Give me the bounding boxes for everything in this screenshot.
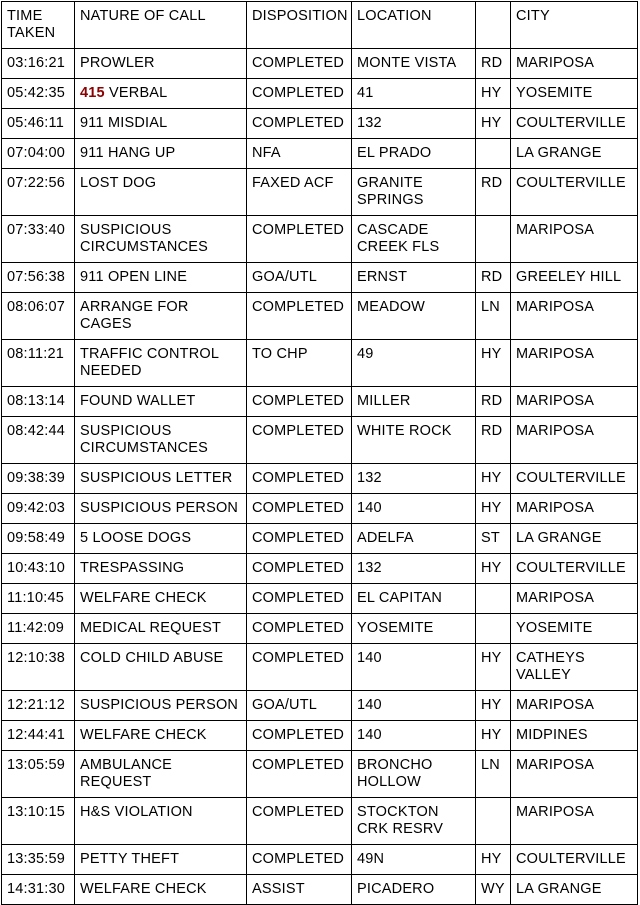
cell-time: 08:11:21: [2, 340, 75, 387]
cell-disposition: COMPLETED: [247, 798, 352, 845]
cell-disposition: TO CHP: [247, 340, 352, 387]
cell-nature: [75, 417, 247, 464]
cell-disposition: COMPLETED: [247, 49, 352, 79]
cell-suffix: HY: [476, 691, 511, 721]
cell-suffix: HY: [476, 845, 511, 875]
nature-text: SUSPICIOUS PERSON: [80, 697, 239, 713]
cell-disposition: NFA: [247, 139, 352, 169]
cell-disposition: COMPLETED: [247, 293, 352, 340]
cell-time: 09:58:49: [2, 524, 75, 554]
cell-nature: [75, 614, 247, 644]
cell-location: 49N: [352, 845, 476, 875]
cell-disposition: COMPLETED: [247, 584, 352, 614]
cell-disposition: COMPLETED: [247, 79, 352, 109]
cell-suffix: HY: [476, 340, 511, 387]
cell-location: 140: [352, 691, 476, 721]
cell-city: MARIPOSA: [511, 293, 638, 340]
nature-text: SUSPICIOUS CIRCUMSTANCES: [80, 222, 209, 255]
nature-text: AMBULANCE REQUEST: [80, 757, 173, 790]
nature-text: VERBAL: [104, 85, 168, 101]
nature-text: 911 HANG UP: [80, 145, 176, 161]
cell-location: 140: [352, 721, 476, 751]
cell-time: 08:42:44: [2, 417, 75, 464]
nature-text: WELFARE CHECK: [80, 881, 207, 897]
nature-text: 5 LOOSE DOGS: [80, 530, 192, 546]
nature-text: SUSPICIOUS CIRCUMSTANCES: [80, 423, 209, 456]
header-city: CITY: [511, 2, 638, 49]
cell-suffix: HY: [476, 494, 511, 524]
cell-location: MEADOW: [352, 293, 476, 340]
cell-location: YOSEMITE: [352, 614, 476, 644]
table-row: [2, 263, 638, 293]
cell-disposition: COMPLETED: [247, 464, 352, 494]
table-row: [2, 845, 638, 875]
cell-location: WHITE ROCK: [352, 417, 476, 464]
cell-city: COULTERVILLE: [511, 169, 638, 216]
cell-location: 132: [352, 109, 476, 139]
cell-suffix: [476, 139, 511, 169]
cell-location: MONTE VISTA: [352, 49, 476, 79]
cell-nature: [75, 293, 247, 340]
cell-disposition: COMPLETED: [247, 554, 352, 584]
cell-suffix: HY: [476, 721, 511, 751]
header-nature: NATURE OF CALL: [75, 2, 247, 49]
cell-time: 09:38:39: [2, 464, 75, 494]
cell-location: STOCKTON CRK RESRV: [352, 798, 476, 845]
nature-text: ARRANGE FOR CAGES: [80, 299, 189, 332]
cell-city: COULTERVILLE: [511, 109, 638, 139]
header-row: [2, 2, 638, 49]
cell-nature: [75, 524, 247, 554]
cell-location: 132: [352, 464, 476, 494]
header-time-line1: TIME: [7, 8, 43, 24]
nature-text: MEDICAL REQUEST: [80, 620, 222, 636]
cell-suffix: HY: [476, 644, 511, 691]
cell-time: 12:10:38: [2, 644, 75, 691]
nature-text: TRAFFIC CONTROL NEEDED: [80, 346, 219, 379]
cell-time: 11:10:45: [2, 584, 75, 614]
cell-suffix: RD: [476, 387, 511, 417]
table-row: [2, 494, 638, 524]
table-row: [2, 464, 638, 494]
nature-text: WELFARE CHECK: [80, 590, 207, 606]
cell-time: 13:10:15: [2, 798, 75, 845]
nature-text: TRESPASSING: [80, 560, 185, 576]
nature-text: PROWLER: [80, 55, 155, 71]
call-log-table: [1, 1, 638, 905]
cell-nature: [75, 109, 247, 139]
table-row: [2, 584, 638, 614]
table-row: [2, 139, 638, 169]
table-row: [2, 875, 638, 905]
cell-time: 12:44:41: [2, 721, 75, 751]
cell-city: MARIPOSA: [511, 751, 638, 798]
table-row: [2, 751, 638, 798]
table-row: [2, 554, 638, 584]
table-row: [2, 614, 638, 644]
cell-city: MARIPOSA: [511, 49, 638, 79]
cell-disposition: COMPLETED: [247, 644, 352, 691]
cell-city: MARIPOSA: [511, 798, 638, 845]
cell-location: 49: [352, 340, 476, 387]
cell-location: 140: [352, 644, 476, 691]
table-row: [2, 644, 638, 691]
table-row: [2, 721, 638, 751]
cell-disposition: COMPLETED: [247, 614, 352, 644]
cell-nature: [75, 79, 247, 109]
cell-time: 07:56:38: [2, 263, 75, 293]
cell-disposition: COMPLETED: [247, 494, 352, 524]
cell-nature: [75, 340, 247, 387]
cell-suffix: HY: [476, 109, 511, 139]
cell-disposition: GOA/UTL: [247, 263, 352, 293]
cell-nature: [75, 494, 247, 524]
nature-text: H&S VIOLATION: [80, 804, 193, 820]
cell-nature: [75, 554, 247, 584]
header-suffix: [476, 2, 511, 49]
cell-suffix: RD: [476, 49, 511, 79]
nature-text: PETTY THEFT: [80, 851, 180, 867]
nature-text: COLD CHILD ABUSE: [80, 650, 224, 666]
cell-city: MARIPOSA: [511, 691, 638, 721]
nature-text: WELFARE CHECK: [80, 727, 207, 743]
cell-city: MARIPOSA: [511, 584, 638, 614]
table-row: [2, 340, 638, 387]
cell-location: CASCADE CREEK FLS: [352, 216, 476, 263]
cell-nature: [75, 49, 247, 79]
cell-city: MARIPOSA: [511, 417, 638, 464]
cell-disposition: ASSIST: [247, 875, 352, 905]
cell-suffix: LN: [476, 751, 511, 798]
cell-suffix: WY: [476, 875, 511, 905]
cell-location: BRONCHO HOLLOW: [352, 751, 476, 798]
cell-nature: [75, 169, 247, 216]
table-row: [2, 109, 638, 139]
cell-time: 12:21:12: [2, 691, 75, 721]
nature-text: SUSPICIOUS LETTER: [80, 470, 233, 486]
header-time: [2, 2, 75, 49]
cell-suffix: HY: [476, 464, 511, 494]
cell-suffix: RD: [476, 169, 511, 216]
cell-city: YOSEMITE: [511, 614, 638, 644]
cell-nature: [75, 139, 247, 169]
cell-suffix: [476, 614, 511, 644]
cell-time: 07:04:00: [2, 139, 75, 169]
header-disposition: DISPOSITION: [247, 2, 352, 49]
cell-city: COULTERVILLE: [511, 554, 638, 584]
cell-time: 09:42:03: [2, 494, 75, 524]
cell-disposition: FAXED ACF: [247, 169, 352, 216]
cell-city: MARIPOSA: [511, 340, 638, 387]
cell-city: MARIPOSA: [511, 494, 638, 524]
cell-city: LA GRANGE: [511, 875, 638, 905]
table-row: [2, 293, 638, 340]
cell-time: 07:22:56: [2, 169, 75, 216]
cell-location: GRANITE SPRINGS: [352, 169, 476, 216]
cell-time: 10:43:10: [2, 554, 75, 584]
cell-nature: [75, 584, 247, 614]
nature-text: 911 MISDIAL: [80, 115, 168, 131]
cell-suffix: HY: [476, 554, 511, 584]
header-location: LOCATION: [352, 2, 476, 49]
cell-suffix: [476, 798, 511, 845]
cell-time: 03:16:21: [2, 49, 75, 79]
cell-location: EL CAPITAN: [352, 584, 476, 614]
cell-city: MARIPOSA: [511, 216, 638, 263]
cell-suffix: HY: [476, 79, 511, 109]
cell-disposition: COMPLETED: [247, 216, 352, 263]
cell-location: 132: [352, 554, 476, 584]
nature-code: 415: [80, 85, 105, 101]
nature-text: SUSPICIOUS PERSON: [80, 500, 239, 516]
cell-suffix: RD: [476, 417, 511, 464]
cell-location: ERNST: [352, 263, 476, 293]
cell-nature: [75, 691, 247, 721]
cell-disposition: GOA/UTL: [247, 691, 352, 721]
cell-disposition: COMPLETED: [247, 417, 352, 464]
cell-nature: [75, 875, 247, 905]
cell-suffix: [476, 216, 511, 263]
cell-city: LA GRANGE: [511, 524, 638, 554]
cell-location: MILLER: [352, 387, 476, 417]
cell-time: 13:35:59: [2, 845, 75, 875]
cell-suffix: LN: [476, 293, 511, 340]
cell-nature: [75, 644, 247, 691]
table-row: [2, 798, 638, 845]
cell-location: EL PRADO: [352, 139, 476, 169]
cell-city: MARIPOSA: [511, 387, 638, 417]
cell-disposition: COMPLETED: [247, 721, 352, 751]
cell-time: 14:31:30: [2, 875, 75, 905]
cell-nature: [75, 721, 247, 751]
cell-nature: [75, 263, 247, 293]
cell-time: 08:06:07: [2, 293, 75, 340]
table-row: [2, 79, 638, 109]
cell-nature: [75, 464, 247, 494]
cell-city: CATHEYS VALLEY: [511, 644, 638, 691]
cell-suffix: ST: [476, 524, 511, 554]
cell-suffix: RD: [476, 263, 511, 293]
cell-time: 05:46:11: [2, 109, 75, 139]
cell-city: YOSEMITE: [511, 79, 638, 109]
cell-city: COULTERVILLE: [511, 464, 638, 494]
cell-disposition: COMPLETED: [247, 751, 352, 798]
cell-location: PICADERO: [352, 875, 476, 905]
cell-suffix: [476, 584, 511, 614]
table-row: [2, 49, 638, 79]
cell-nature: [75, 216, 247, 263]
cell-city: GREELEY HILL: [511, 263, 638, 293]
cell-nature: [75, 387, 247, 417]
cell-city: LA GRANGE: [511, 139, 638, 169]
table-row: [2, 169, 638, 216]
table-row: [2, 524, 638, 554]
cell-time: 13:05:59: [2, 751, 75, 798]
cell-nature: [75, 751, 247, 798]
table-row: [2, 216, 638, 263]
table-row: [2, 691, 638, 721]
table-body: [2, 49, 638, 905]
nature-text: LOST DOG: [80, 175, 157, 191]
cell-disposition: COMPLETED: [247, 109, 352, 139]
table-row: [2, 417, 638, 464]
table-row: [2, 387, 638, 417]
nature-text: 911 OPEN LINE: [80, 269, 188, 285]
cell-time: 07:33:40: [2, 216, 75, 263]
cell-disposition: COMPLETED: [247, 524, 352, 554]
cell-location: ADELFA: [352, 524, 476, 554]
cell-city: COULTERVILLE: [511, 845, 638, 875]
cell-disposition: COMPLETED: [247, 845, 352, 875]
header-time-line2: TAKEN: [7, 25, 56, 41]
cell-location: 140: [352, 494, 476, 524]
cell-time: 08:13:14: [2, 387, 75, 417]
cell-time: 11:42:09: [2, 614, 75, 644]
cell-location: 41: [352, 79, 476, 109]
cell-city: MIDPINES: [511, 721, 638, 751]
cell-nature: [75, 845, 247, 875]
cell-time: 05:42:35: [2, 79, 75, 109]
cell-nature: [75, 798, 247, 845]
cell-disposition: COMPLETED: [247, 387, 352, 417]
nature-text: FOUND WALLET: [80, 393, 196, 409]
